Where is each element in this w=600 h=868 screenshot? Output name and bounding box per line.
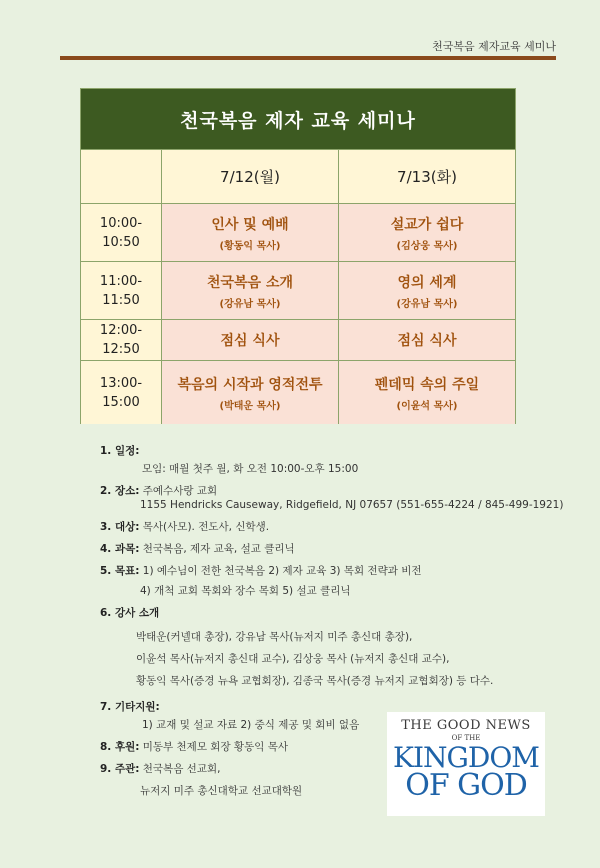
time-cell: 11:00- 11:50 [81, 261, 161, 319]
kingdom-of-god-logo: THE GOOD NEWS OF THE KINGDOM OF GOD [387, 712, 545, 816]
info-audience: 3. 대상: 목사(사모). 전도사, 신학생. [100, 521, 270, 533]
session-title: 복음의 시작과 영적전투 [177, 376, 323, 393]
session-cell [338, 261, 515, 319]
running-header: 천국복음 제자교육 세미나 [432, 40, 556, 53]
info-venue: 2. 장소: 주예수사랑 교회 1155 Hendricks Causeway, Ridgefield, NJ 07657 (551-655-4224 / 845-499-1921) [100, 485, 564, 511]
session-title: 인사 및 예배 [211, 216, 289, 233]
time-cell: 13:00- 15:00 [81, 360, 161, 424]
session-title: 영의 세계 [397, 274, 457, 291]
session-title: 점심 식사 [220, 333, 280, 349]
session-cell [161, 360, 338, 424]
session-title: 펜데믹 속의 주일 [374, 376, 480, 393]
day-header-1: 7/12(월) [161, 149, 338, 203]
info-goals: 5. 목표: 1) 예수님이 전한 천국복음 2) 제자 교육 3) 목회 전략과 비전 4) 개척 교회 목회와 장수 목회 5) 설교 클리닉 [100, 565, 422, 597]
info-support: 7. 기타지원: 1) 교재 및 설교 자료 2) 중식 제공 및 회비 없음 [100, 701, 360, 731]
time-cell: 10:00- 10:50 [81, 203, 161, 261]
day-header-2: 7/13(화) [338, 149, 515, 203]
session-speaker: (이윤석 목사) [396, 400, 458, 412]
info-speakers: 6. 강사 소개 박태운(커넬대 총장), 강유남 목사(뉴저지 미주 총신대 총장), 이윤석 목사(뉴저지 총신대 교수), 김상웅 목사 (뉴저지 총신대 교수), 황동익 목사(증경 뉴욕 교협회장), 김종국 목사(증경 뉴저지 교협회장) 등 다수. [100, 607, 494, 687]
info-host: 9. 주관: 천국복음 선교회, 뉴저지 미주 총신대학교 선교대학원 [100, 763, 303, 797]
time-cell: 12:00- 12:50 [81, 319, 161, 360]
session-speaker: (강유남 목사) [396, 298, 458, 310]
session-cell [338, 360, 515, 424]
session-cell [338, 203, 515, 261]
header-rule [60, 56, 556, 60]
info-subjects: 4. 과목: 천국복음, 제자 교육, 설교 클리닉 [100, 543, 295, 555]
session-speaker: (황동익 목사) [219, 240, 281, 252]
session-cell [161, 319, 338, 360]
session-cell [338, 319, 515, 360]
info-sponsor: 8. 후원: 미동부 천제모 회장 황동익 목사 [100, 741, 288, 753]
session-speaker: (김상웅 목사) [396, 240, 458, 252]
session-cell [161, 203, 338, 261]
session-speaker: (강유남 목사) [219, 298, 281, 310]
session-title: 설교가 쉽다 [390, 216, 464, 233]
session-title: 천국복음 소개 [206, 274, 294, 291]
info-schedule: 1. 일정: 모임: 매월 첫주 월, 화 오전 10:00-오후 15:00 [100, 445, 359, 475]
session-speaker: (박태운 목사) [219, 400, 281, 412]
schedule-table [80, 88, 516, 424]
corner-cell [81, 149, 161, 203]
session-cell [161, 261, 338, 319]
schedule-title: 천국복음 제자 교육 세미나 [81, 89, 515, 149]
session-title: 점심 식사 [397, 333, 457, 349]
